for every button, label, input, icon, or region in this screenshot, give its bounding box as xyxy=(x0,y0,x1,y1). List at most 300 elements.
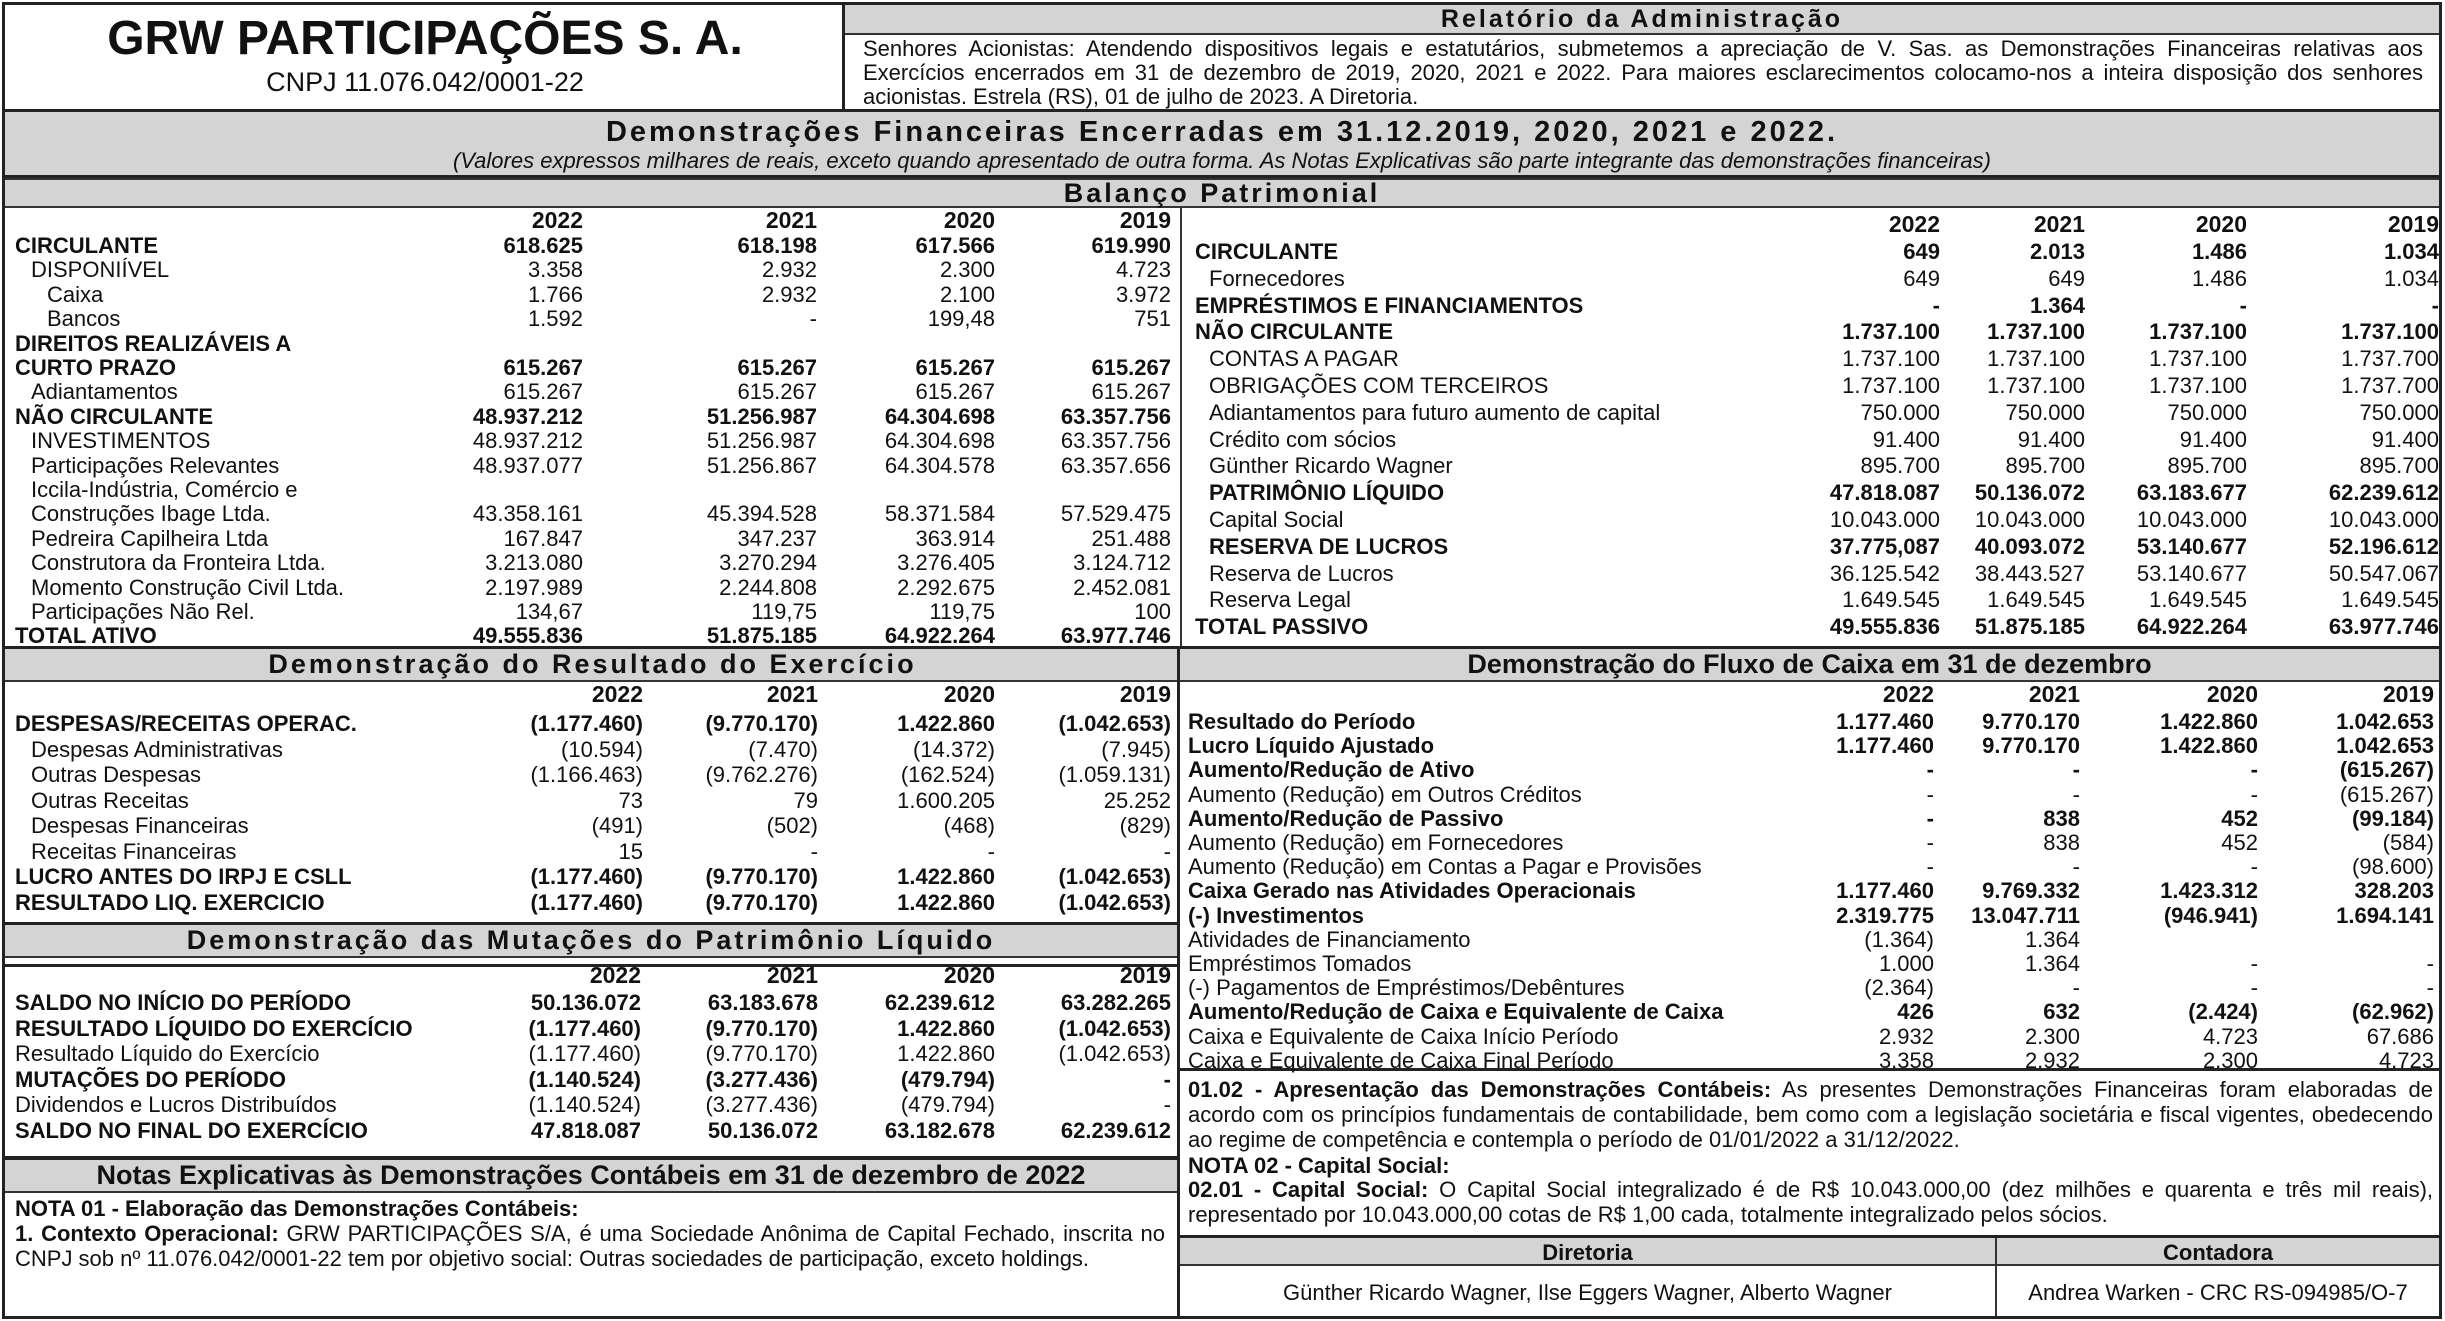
row-value: (62.962) xyxy=(2352,999,2434,1025)
row-label: Aumento/Redução de Caixa e Equivalente de Caixa xyxy=(1188,999,1724,1025)
row-value: 895.700 xyxy=(2359,453,2439,479)
row-value: 649 xyxy=(1903,239,1940,264)
dre-title: Demonstração do Resultado do Exercício xyxy=(5,649,1180,682)
row-label: TOTAL PASSIVO xyxy=(1195,614,1369,640)
row-label: Reserva de Lucros xyxy=(1209,560,1394,586)
row-label: LUCRO ANTES DO IRPJ E CSLL xyxy=(15,864,352,889)
row-value: 1.422.860 xyxy=(897,1041,995,1067)
row-value: 328.203 xyxy=(2354,878,2434,904)
row-value: 1.422.860 xyxy=(897,864,995,889)
row-value: 3.972 xyxy=(1115,281,1171,307)
row-value: 1.422.860 xyxy=(897,1015,995,1041)
contadora-title: Contadora xyxy=(2163,1240,2273,1265)
balanco-divider xyxy=(1180,208,1182,646)
row-value: (468) xyxy=(943,813,995,838)
row-value: 48.937.077 xyxy=(472,452,583,478)
row-value: 4.723 xyxy=(1115,257,1171,283)
row-value: 426 xyxy=(1897,999,1934,1025)
row-label: Momento Construção Civil Ltda. xyxy=(31,574,345,600)
row-label: Adiantamentos xyxy=(31,379,178,405)
row-label: DIREITOS REALIZÁVEIS A xyxy=(15,330,292,356)
report-text: Senhores Acionistas: Atendendo dispositivos legais e estatutários, submetemos a apreciação de V. Sas. as Demonstrações Financeiras relativas aos Exercícios encerrados em 31 de dezembro de 2019, 2020, 2021 e 2022. Para maiores esclarecimentos colocamo-nos a inteira disposição dos senhores acionistas. Estrela (RS), 01 de julho de 2023. A Diretoria. xyxy=(863,36,2423,109)
row-value: 91.400 xyxy=(2017,426,2085,452)
row-value: 63.282.265 xyxy=(1060,990,1171,1015)
row-value: - xyxy=(987,838,995,864)
row-value: 2.244.808 xyxy=(719,574,817,600)
year-header: 2022 xyxy=(591,681,643,707)
row-value: 10.043.000 xyxy=(1829,507,1940,532)
row-value: 632 xyxy=(2043,999,2080,1025)
row-label: Receitas Financeiras xyxy=(31,838,237,864)
row-value: - xyxy=(2072,781,2080,807)
row-value: 9.770.170 xyxy=(1982,733,2080,759)
row-value: - xyxy=(1163,1066,1171,1092)
row-value: 619.990 xyxy=(1091,233,1171,258)
row-value: 53.140.677 xyxy=(2136,533,2247,559)
dfc-title: Demonstração do Fluxo de Caixa em 31 de dezembro xyxy=(1180,649,2439,682)
row-value: - xyxy=(2072,757,2080,783)
row-value: 63.182.678 xyxy=(884,1118,995,1143)
row-label: Aumento/Redução de Passivo xyxy=(1188,805,1504,831)
row-value: 1.422.860 xyxy=(897,711,995,736)
year-header: 2022 xyxy=(1882,681,1934,707)
row-value: 43.358.161 xyxy=(472,501,583,527)
row-value: 751 xyxy=(1134,306,1171,332)
row-value: (479.794) xyxy=(900,1066,995,1092)
row-value: 64.304.698 xyxy=(884,428,995,454)
row-value: 63.357.756 xyxy=(1060,428,1171,454)
row-value: - xyxy=(2431,292,2439,318)
row-label: (-) Investimentos xyxy=(1188,902,1365,928)
row-label: SALDO NO FINAL DO EXERCÍCIO xyxy=(15,1118,368,1143)
row-value: 2.452.081 xyxy=(1073,574,1171,600)
row-value: 45.394.528 xyxy=(706,501,817,527)
row-label: Crédito com sócios xyxy=(1209,426,1397,452)
row-value: (1.042.653) xyxy=(1058,889,1171,915)
row-value: - xyxy=(2250,951,2258,976)
note0201-body xyxy=(1188,1177,2433,1227)
row-value: 51.875.185 xyxy=(1974,614,2085,640)
row-value: 47.818.087 xyxy=(1829,480,1940,506)
balanco-title: Balanço Patrimonial xyxy=(5,178,2439,208)
row-value: 895.700 xyxy=(2167,453,2247,479)
row-value: - xyxy=(2072,854,2080,880)
row-value: 63.183.678 xyxy=(707,990,818,1015)
row-value: 1.592 xyxy=(527,306,583,332)
row-value: 10.043.000 xyxy=(2328,507,2439,532)
row-label: Adiantamentos para futuro aumento de capital xyxy=(1209,399,1661,425)
row-value: 251.488 xyxy=(1091,525,1171,551)
row-value: (1.177.460) xyxy=(530,889,643,915)
balanco-box xyxy=(2,178,2442,649)
row-value: 2.319.775 xyxy=(1836,902,1934,928)
dmpl-box xyxy=(2,922,1177,1159)
row-value: (3.277.436) xyxy=(705,1092,818,1118)
year-header: 2019 xyxy=(1119,681,1171,707)
row-value: 50.136.072 xyxy=(1974,480,2085,506)
year-header: 2020 xyxy=(943,962,995,988)
row-value: 119,75 xyxy=(929,599,995,624)
row-value: - xyxy=(2250,854,2258,880)
row-value: 199,48 xyxy=(927,306,995,332)
row-value: (1.059.131) xyxy=(1058,762,1171,787)
row-label: DISPONIÍVEL xyxy=(31,257,170,283)
row-label: Lucro Líquido Ajustado xyxy=(1188,733,1435,759)
row-value: 617.566 xyxy=(915,233,995,258)
row-value: (2.364) xyxy=(1864,975,1934,1001)
row-label: Despesas Financeiras xyxy=(31,813,249,838)
row-value: 838 xyxy=(2043,830,2080,855)
notes-right-box xyxy=(1177,1071,2442,1235)
contadora-name: Andrea Warken - CRC RS-094985/O-7 xyxy=(2028,1280,2408,1305)
row-value: 3.358 xyxy=(527,257,583,283)
notes-box xyxy=(2,1157,1177,1319)
row-value: 50.136.072 xyxy=(707,1118,818,1143)
row-value: 1.694.141 xyxy=(2336,902,2434,928)
row-label: Pedreira Capilheira Ltda xyxy=(31,525,269,551)
row-value: 649 xyxy=(2048,265,2085,291)
row-value: - xyxy=(1926,854,1934,880)
row-value: 1.364 xyxy=(2024,951,2080,976)
row-value: (7.945) xyxy=(1101,736,1171,762)
row-value: 100 xyxy=(1134,599,1171,624)
row-value: 615.267 xyxy=(915,355,995,380)
diretoria-names: Günther Ricardo Wagner, Ilse Eggers Wagner, Alberto Wagner xyxy=(1283,1280,1892,1305)
row-label: CURTO PRAZO xyxy=(15,355,176,380)
row-value: (3.277.436) xyxy=(705,1066,818,1092)
row-value: 25.252 xyxy=(1103,787,1171,813)
row-value: (162.524) xyxy=(900,762,995,787)
row-value: 40.093.072 xyxy=(1974,533,2085,559)
company-cnpj: CNPJ 11.076.042/0001-22 xyxy=(266,67,584,97)
row-value: 1.486 xyxy=(2191,265,2247,291)
row-value: 63.977.746 xyxy=(1060,623,1171,649)
dre-box xyxy=(2,649,1177,967)
row-value: 750.000 xyxy=(2167,399,2247,425)
row-label: Participações Relevantes xyxy=(31,452,280,478)
row-value: 1.042.653 xyxy=(2336,709,2434,734)
row-value: 750.000 xyxy=(2359,399,2439,425)
row-value: 3.358 xyxy=(1878,1047,1934,1073)
row-value: - xyxy=(1932,292,1940,318)
row-value: 1.649.545 xyxy=(2341,587,2439,613)
row-label: Atividades de Financiamento xyxy=(1188,926,1471,952)
row-value: (946.941) xyxy=(2163,902,2258,928)
year-header: 2022 xyxy=(1888,211,1940,237)
row-value: 48.937.212 xyxy=(472,403,583,429)
row-value: - xyxy=(2250,757,2258,783)
row-label: Bancos xyxy=(47,306,121,332)
year-header: 2020 xyxy=(2206,681,2258,707)
row-label: Outras Receitas xyxy=(31,787,189,813)
row-label: Resultado Líquido do Exercício xyxy=(15,1041,320,1067)
row-value: 58.371.584 xyxy=(884,501,995,527)
row-value: 51.875.185 xyxy=(706,623,817,649)
row-value: - xyxy=(1926,805,1934,831)
row-value: - xyxy=(2426,975,2434,1001)
row-value: 50.136.072 xyxy=(530,990,641,1015)
row-value: (2.424) xyxy=(2188,999,2258,1025)
row-value: 38.443.527 xyxy=(1974,560,2085,586)
row-value: 1.486 xyxy=(2191,239,2247,264)
note01-title: NOTA 01 - Elaboração das Demonstrações Contábeis: xyxy=(15,1196,579,1221)
row-value: 91.400 xyxy=(2371,426,2439,452)
row-value: - xyxy=(1926,757,1934,783)
row-value: 63.977.746 xyxy=(2328,614,2439,640)
row-value: 1.737.100 xyxy=(2341,319,2439,345)
row-label: Resultado do Período xyxy=(1188,709,1416,734)
row-value: 1.737.100 xyxy=(2149,346,2247,372)
row-label: Capital Social xyxy=(1209,507,1344,532)
row-value: 2.300 xyxy=(2202,1047,2258,1073)
row-value: (1.177.460) xyxy=(530,864,643,889)
row-label: Construções Ibage Ltda. xyxy=(31,501,271,527)
note01-1-text: GRW PARTICIPAÇÕES S/A, é uma Sociedade Anônima de Capital Fechado, inscrita no CNPJ sob nº 11.076.042/0001-22 tem por objetivo social: Outras sociedades de participação, exceto holdings. xyxy=(15,1221,1166,1271)
row-value: 1.737.100 xyxy=(2149,373,2247,398)
row-value: 1.422.860 xyxy=(897,889,995,915)
row-value: 1.422.860 xyxy=(2160,733,2258,759)
row-value: - xyxy=(2072,975,2080,1001)
row-label: Günther Ricardo Wagner xyxy=(1209,453,1453,479)
row-value: 1.177.460 xyxy=(1836,733,1934,759)
row-value: 64.304.578 xyxy=(884,452,995,478)
notes-title: Notas Explicativas às Demonstrações Contábeis em 31 de dezembro de 2022 xyxy=(5,1160,1177,1193)
year-header: 2020 xyxy=(943,207,995,233)
row-value: (1.042.653) xyxy=(1058,1015,1171,1041)
row-value: - xyxy=(2250,781,2258,807)
row-value: - xyxy=(2239,292,2247,318)
row-value: (9.770.170) xyxy=(705,864,818,889)
row-value: 167.847 xyxy=(503,525,583,551)
row-label: Construtora da Fronteira Ltda. xyxy=(31,550,326,576)
row-value: 64.922.264 xyxy=(2136,614,2247,640)
row-value: (99.184) xyxy=(2352,805,2434,831)
row-value: (479.794) xyxy=(900,1092,995,1118)
row-value: 1.737.100 xyxy=(1987,373,2085,398)
row-value: 47.818.087 xyxy=(530,1118,641,1143)
row-value: 615.267 xyxy=(915,379,995,405)
row-value: (1.177.460) xyxy=(528,1041,641,1067)
row-value: 1.737.100 xyxy=(1842,319,1940,345)
company-box xyxy=(2,2,842,112)
row-value: 1.177.460 xyxy=(1836,878,1934,904)
row-value: - xyxy=(2250,975,2258,1001)
row-value: 36.125.542 xyxy=(1829,560,1940,586)
row-value: 51.256.987 xyxy=(706,403,817,429)
row-label: NÃO CIRCULANTE xyxy=(15,403,213,429)
row-value: 1.766 xyxy=(527,281,583,307)
row-value: 838 xyxy=(2043,805,2080,831)
row-value: 62.239.612 xyxy=(2328,480,2439,506)
row-value: 1.000 xyxy=(1878,951,1934,976)
row-value: 62.239.612 xyxy=(884,990,995,1015)
year-header: 2021 xyxy=(766,681,818,707)
row-value: 1.737.700 xyxy=(2341,346,2439,372)
year-header: 2021 xyxy=(765,207,817,233)
row-value: 618.625 xyxy=(503,233,583,258)
row-value: (9.770.170) xyxy=(705,711,818,736)
row-label: MUTAÇÕES DO PERÍODO xyxy=(15,1066,286,1092)
row-value: - xyxy=(1163,1092,1171,1118)
company-name: GRW PARTICIPAÇÕES S. A. xyxy=(107,12,743,65)
row-value: 363.914 xyxy=(915,525,995,551)
year-header: 2019 xyxy=(1119,207,1171,233)
row-value: 51.256.987 xyxy=(706,428,817,454)
row-value: 1.737.100 xyxy=(1842,373,1940,398)
banner-title: Demonstrações Financeiras Encerradas em 31.12.2019, 2020, 2021 e 2022. xyxy=(605,116,1839,148)
row-value: (9.770.170) xyxy=(705,1041,818,1067)
row-value: (615.267) xyxy=(2339,781,2434,807)
row-value: 452 xyxy=(2221,830,2258,855)
year-header: 2019 xyxy=(2382,681,2434,707)
row-value: 2.932 xyxy=(2024,1047,2080,1073)
row-value: 1.737.100 xyxy=(2149,319,2247,345)
row-value: (1.177.460) xyxy=(530,711,643,736)
row-value: (1.364) xyxy=(1864,926,1934,952)
note0201-head: 02.01 - Capital Social: xyxy=(1188,1177,1429,1202)
row-value: (98.600) xyxy=(2352,854,2434,880)
row-value: 13.047.711 xyxy=(1971,902,2080,928)
row-value: 750.000 xyxy=(2005,399,2085,425)
row-label: EMPRÉSTIMOS E FINANCIAMENTOS xyxy=(1195,292,1584,318)
row-value: - xyxy=(1926,781,1934,807)
row-label: Aumento (Redução) em Fornecedores xyxy=(1188,830,1564,855)
banner-box xyxy=(2,112,2442,178)
row-value: 62.239.612 xyxy=(1060,1118,1171,1143)
row-value: - xyxy=(809,306,817,332)
row-value: 64.304.698 xyxy=(884,403,995,429)
row-value: 15 xyxy=(618,838,643,864)
year-header: 2019 xyxy=(2387,211,2439,237)
row-value: 50.547.067 xyxy=(2328,560,2439,586)
row-value: 4.723 xyxy=(2202,1023,2258,1049)
row-label: CIRCULANTE xyxy=(1195,239,1338,264)
row-label: Participações Não Rel. xyxy=(31,599,255,624)
row-value: 37.775,087 xyxy=(1829,533,1940,559)
row-label: Dividendos e Lucros Distribuídos xyxy=(15,1092,337,1118)
row-value: 2.300 xyxy=(939,257,995,283)
row-value: 347.237 xyxy=(737,525,817,551)
row-value: 618.198 xyxy=(737,233,817,258)
row-label: Fornecedores xyxy=(1209,265,1345,291)
row-label: Reserva Legal xyxy=(1209,587,1351,613)
row-value: 895.700 xyxy=(2005,453,2085,479)
row-value: - xyxy=(1163,838,1171,864)
row-value: 3.276.405 xyxy=(897,550,995,576)
row-value: 9.770.170 xyxy=(1982,709,2080,734)
row-label: RESERVA DE LUCROS xyxy=(1209,533,1449,559)
row-value: 64.922.264 xyxy=(884,623,995,649)
note01-1-head: 1. Contexto Operacional: xyxy=(15,1221,279,1246)
row-value: 615.267 xyxy=(737,355,817,380)
note01-body xyxy=(15,1221,1165,1271)
row-value: 2.300 xyxy=(2024,1023,2080,1049)
year-header: 2022 xyxy=(589,962,641,988)
row-value: 63.357.656 xyxy=(1060,452,1171,478)
row-label: Aumento (Redução) em Contas a Pagar e Provisões xyxy=(1188,854,1702,880)
row-value: 750.000 xyxy=(1860,399,1940,425)
row-value: 1.422.860 xyxy=(2160,709,2258,734)
row-value: (9.770.170) xyxy=(705,1015,818,1041)
row-label: DESPESAS/RECEITAS OPERAC. xyxy=(15,711,357,736)
row-value: - xyxy=(1926,830,1934,855)
row-label: TOTAL ATIVO xyxy=(15,623,157,649)
row-value: (584) xyxy=(2382,830,2434,855)
row-value: (615.267) xyxy=(2339,757,2434,783)
row-value: 1.034 xyxy=(2383,265,2439,291)
row-value: 57.529.475 xyxy=(1060,501,1171,527)
row-value: 4.723 xyxy=(2378,1047,2434,1073)
row-label: PATRIMÔNIO LÍQUIDO xyxy=(1209,480,1445,506)
year-header: 2020 xyxy=(943,681,995,707)
row-value: (491) xyxy=(591,813,643,838)
row-value: 1.649.545 xyxy=(2149,587,2247,613)
row-label: RESULTADO LIQ. EXERCICIO xyxy=(15,889,325,915)
row-value: 615.267 xyxy=(1091,355,1171,380)
dmpl-title: Demonstração das Mutações do Patrimônio Líquido xyxy=(5,925,1177,958)
row-value: 2.013 xyxy=(2029,239,2085,264)
row-label: INVESTIMENTOS xyxy=(31,428,211,454)
row-value: 91.400 xyxy=(2179,426,2247,452)
row-value: 52.196.612 xyxy=(2328,533,2439,559)
year-header: 2021 xyxy=(766,962,818,988)
row-value: 3.270.294 xyxy=(719,550,817,576)
row-value: 2.100 xyxy=(939,281,995,307)
row-value: - xyxy=(810,838,818,864)
report-box xyxy=(842,2,2442,112)
row-value: 10.043.000 xyxy=(2136,507,2247,532)
note02-title: NOTA 02 - Capital Social: xyxy=(1188,1153,1450,1178)
row-label: RESULTADO LÍQUIDO DO EXERCÍCIO xyxy=(15,1015,413,1041)
row-value: 1.600.205 xyxy=(897,787,995,813)
row-label: Caixa Gerado nas Atividades Operacionais xyxy=(1188,878,1636,904)
row-value: 63.183.677 xyxy=(2136,480,2247,506)
row-value: (1.140.524) xyxy=(528,1092,641,1118)
row-label: Caixa e Equivalente de Caixa Início Período xyxy=(1188,1023,1619,1049)
row-label: Outras Despesas xyxy=(31,762,201,787)
year-header: 2022 xyxy=(531,207,583,233)
row-value: (7.470) xyxy=(748,736,818,762)
row-value: 615.267 xyxy=(503,379,583,405)
row-value: 452 xyxy=(2221,805,2258,831)
row-value: 134,67 xyxy=(515,599,583,624)
row-value: 615.267 xyxy=(503,355,583,380)
row-value: 1.364 xyxy=(2029,292,2085,318)
row-label: Caixa e Equivalente de Caixa Final Período xyxy=(1188,1047,1614,1073)
row-value: 73 xyxy=(618,787,643,813)
row-label: NÃO CIRCULANTE xyxy=(1195,319,1393,345)
row-value: - xyxy=(2426,951,2434,976)
row-value: 649 xyxy=(1903,265,1940,291)
row-label: Despesas Administrativas xyxy=(31,736,283,762)
report-title: Relatório da Administração xyxy=(845,5,2439,35)
row-value: 91.400 xyxy=(1872,426,1940,452)
row-value: (1.042.653) xyxy=(1058,1041,1171,1067)
row-value: 49.555.836 xyxy=(1829,614,1940,640)
diretoria-title: Diretoria xyxy=(1542,1240,1633,1265)
row-value: 2.932 xyxy=(761,281,817,307)
row-label: OBRIGAÇÕES COM TERCEIROS xyxy=(1209,373,1549,398)
row-value: 1.423.312 xyxy=(2160,878,2258,904)
row-value: 2.197.989 xyxy=(485,574,583,600)
row-label: SALDO NO INÍCIO DO PERÍODO xyxy=(15,990,352,1015)
row-label: (-) Pagamentos de Empréstimos/Debêntures xyxy=(1188,975,1625,1001)
row-value: 1.034 xyxy=(2383,239,2439,264)
note0102-body xyxy=(1188,1077,2433,1152)
row-value: (502) xyxy=(766,813,818,838)
row-label: Caixa xyxy=(47,281,104,307)
row-value: 2.932 xyxy=(1878,1023,1934,1049)
